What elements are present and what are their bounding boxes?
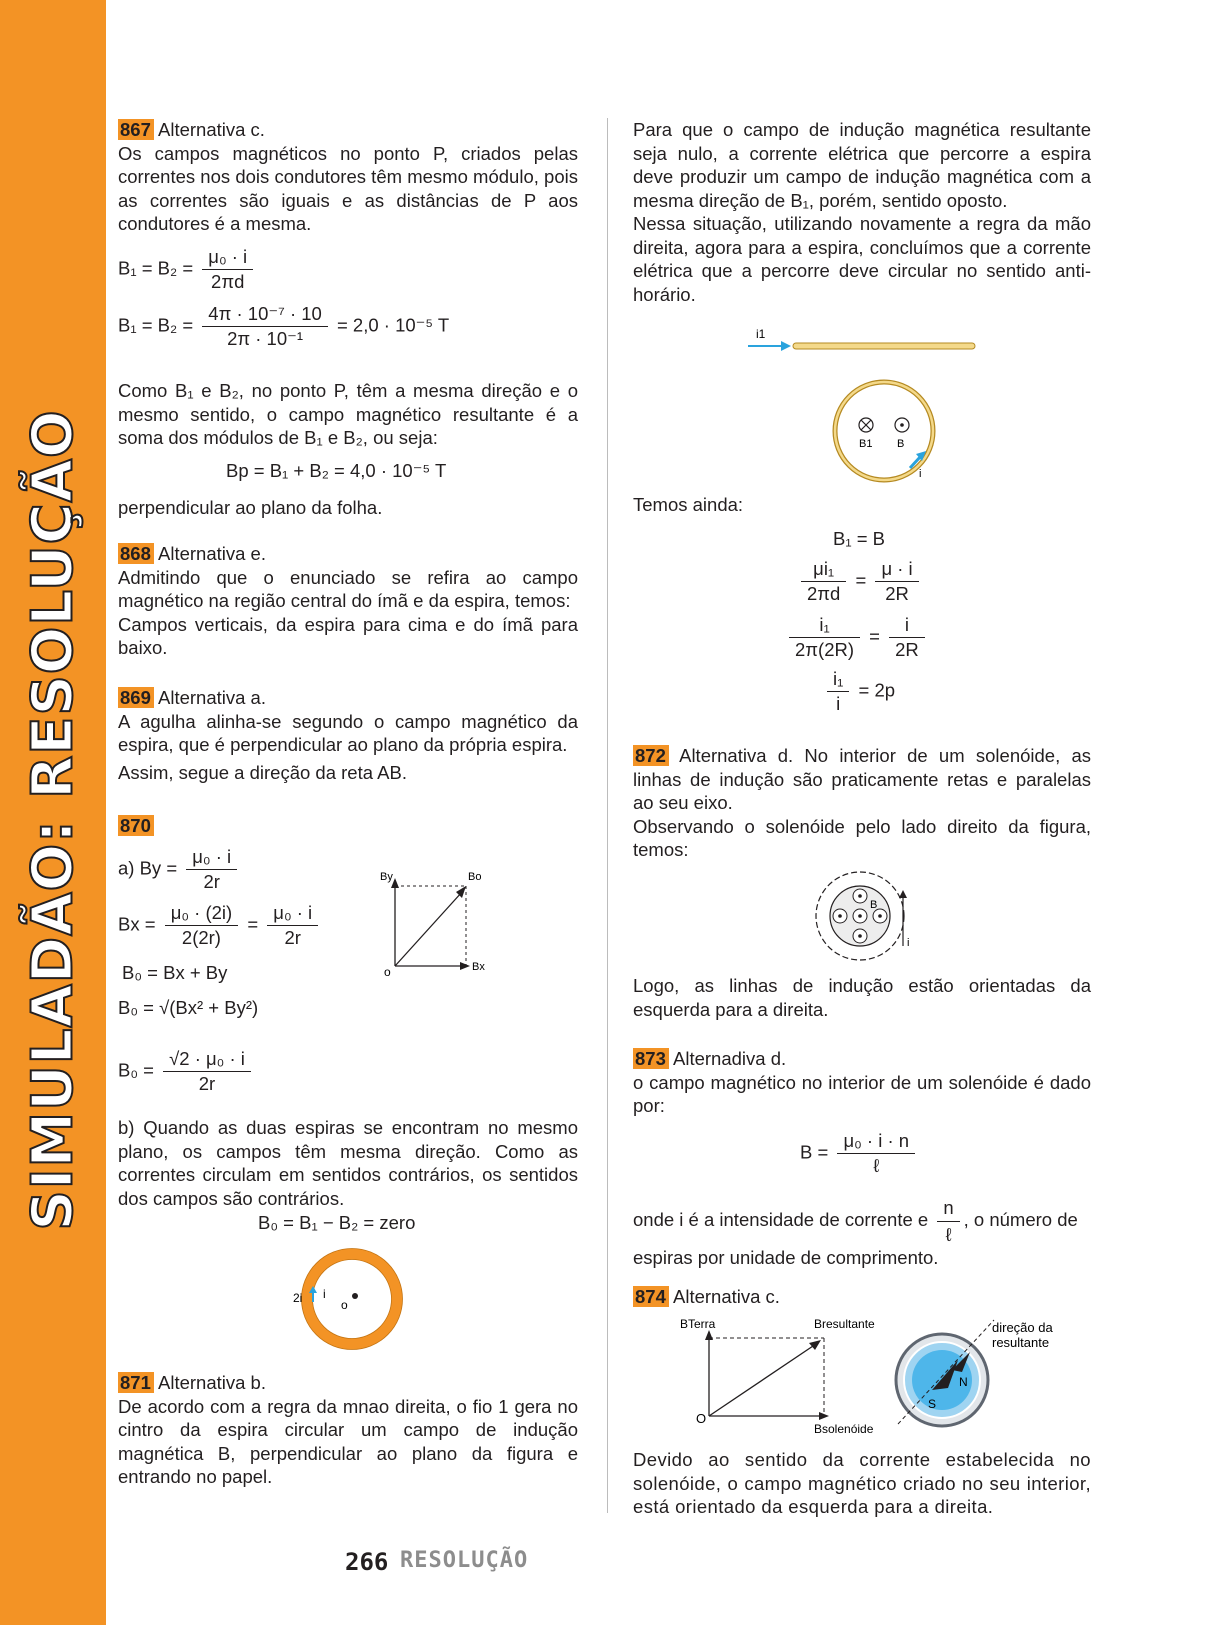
- solenoid-end-figure: [810, 866, 920, 976]
- wire-loop-figure: [745, 325, 985, 485]
- q873-answer: Alternadiva d.: [673, 1048, 787, 1069]
- column-divider: [607, 118, 608, 1513]
- q871-number: 871: [118, 1372, 154, 1393]
- rt-eq4: $\frac{\text{i₁}}{i}$ = 2p: [823, 668, 895, 715]
- q873-eq: B = $\frac{\text{μ₀ · i · n}}{\text{ℓ}}$: [800, 1130, 919, 1177]
- right-top-text: Para que o campo de indução magnética resultante seja nulo, a corrente elétrica que percorre a espira deve produzir um campo de indução magnética com a mesma direção de B₁, porém, sentido oposto.: [633, 119, 1091, 211]
- q867-eq2: B₁ = B₂ = $\frac{\text{4π · 10⁻⁷ · 10}}{\text{2π · 10⁻¹}}$ = 2,0 · 10⁻⁵ T: [118, 303, 450, 349]
- q870-number: 870: [118, 815, 154, 836]
- ring-label-o: o: [341, 1298, 348, 1312]
- solenoid-label-i: i: [907, 937, 910, 949]
- compass-s: S: [928, 1397, 937, 1411]
- temos-ainda: Temos ainda:: [633, 494, 744, 515]
- q874-answer: Alternativa c.: [673, 1286, 780, 1307]
- solenoid-label-b: B: [870, 899, 878, 911]
- q867-eq1: B₁ = B₂ = $\frac{\text{μ₀ · i}}{2\pi d}$: [118, 246, 257, 293]
- label-bx: Bx: [472, 961, 485, 973]
- side-banner-title: SIMULADÃO: RESOLUÇÃO: [20, 409, 86, 1231]
- q872-number: 872: [633, 745, 669, 766]
- q870-eq-b0: B₀ = $\frac{\text{√2 · μ₀ · i}}{2r}$: [118, 1048, 255, 1095]
- q867-eq3: Bp = B₁ + B₂ = 4,0 · 10⁻⁵ T: [226, 460, 447, 481]
- ring-label-2i: 2i: [293, 1291, 303, 1305]
- rt-eq2: $\frac{\text{μi₁}}{2\pi d}$ = $\frac{\mu \cdot i}{2R}$: [797, 558, 923, 605]
- fig-label-o: O: [696, 1411, 707, 1426]
- q871-text: De acordo com a regra da mnao direita, o fio 1 gera no cintro da espira circular um campo de indução magnética B, perpendicular ao plano da figura e entrando no papel.: [118, 1395, 578, 1487]
- q870-eq-bx: Bx = $\frac{\text{μ₀ · (2i)}}{2(2r)}$ = $\frac{\text{μ₀ · i}}{2r}$: [118, 902, 322, 949]
- rt-eq1: B₁ = B: [833, 528, 886, 549]
- q870-ring-figure: [285, 1246, 415, 1356]
- q867-text3: perpendicular ao plano da folha.: [118, 497, 383, 518]
- fig-label-i1: i1: [756, 327, 766, 341]
- q868-text: Admitindo que o enunciado se refira ao campo magnético na região central do ímã e da espira, temos:: [118, 566, 578, 611]
- q868-block: [118, 542, 578, 660]
- q870-b-eq: B₀ = B₁ − B₂ = zero: [258, 1212, 416, 1233]
- q867-number: 867: [118, 119, 154, 140]
- label-o: o: [384, 965, 391, 978]
- label-bo: Bo: [468, 871, 482, 883]
- q872-block: [633, 744, 1091, 862]
- q872-text2: Observando o solenóide pelo lado direito da figura, temos:: [633, 815, 1091, 860]
- label-by: By: [380, 871, 393, 883]
- q867-text2: Como B₁ e B₂, no ponto P, têm a mesma direção e o mesmo sentido, o campo magnético resultante é a soma dos módulos de B₁ e B₂, ou seja:: [118, 380, 578, 448]
- q869-number: 869: [118, 687, 154, 708]
- q868-text2: Campos verticais, da espira para cima e do ímã para baixo.: [118, 613, 578, 658]
- q873-block: [633, 1047, 1091, 1118]
- q874-heading: [633, 1285, 780, 1309]
- q868-answer: Alternativa e.: [158, 543, 266, 564]
- q870-eq-b0-mod: B₀ = √(Bx² + By²): [118, 997, 259, 1018]
- q874-figure: [676, 1316, 1096, 1436]
- q871-block: [118, 1371, 578, 1489]
- q868-number: 868: [118, 543, 154, 564]
- compass-n: N: [959, 1375, 968, 1389]
- q869-answer: Alternativa a.: [158, 687, 266, 708]
- right-top-text2: Nessa situação, utilizando novamente a regra da mão direita, agora para a espira, concluímos que a corrente elétrica que a percorre deve circular no sentido anti-horário.: [633, 213, 1091, 305]
- side-banner: [0, 0, 106, 1625]
- q867-answer: Alternativa c.: [158, 119, 265, 140]
- q870-b-text: b) Quando as duas espiras se encontram no mesmo plano, os campos têm mesma direção. Como as correntes circulam em sentidos contrários, os sentidos dos campos são contrários.: [118, 1117, 578, 1209]
- q870-vector-diagram: [380, 868, 500, 978]
- q870-eq-by: a) By = $\frac{\text{μ₀ · i}}{2r}$: [118, 846, 241, 893]
- q872-text: Alternativa d. No interior de um solenóide, as linhas de indução são praticamente retas e paralelas ao seu eixo.: [633, 745, 1092, 813]
- fig-label-dir: direção da: [992, 1320, 1053, 1335]
- footer-label: RESOLUÇÃO: [400, 1548, 529, 1573]
- q869-block: [118, 686, 578, 784]
- q873-text2: onde i é a intensidade de corrente e $\frac{n}{\text{ℓ}}$ , o número de espiras por unidade de comprimento.: [633, 1197, 1078, 1268]
- q867-block: [118, 118, 578, 236]
- q873-number: 873: [633, 1048, 669, 1069]
- fig-label-bsol: Bsolenóide: [814, 1422, 874, 1436]
- fig-label-bterra: BTerra: [680, 1317, 716, 1331]
- q874-number: 874: [633, 1286, 669, 1307]
- fig-label-bres: Bresultante: [814, 1317, 875, 1331]
- q872-text3: Logo, as linhas de indução estão orientadas da esquerda para a direita.: [633, 975, 1091, 1020]
- q874-text: Devido ao sentido da corrente estabelecida no solenóide, o campo magnético criado no seu interior, está orientado da esquerda para a direita.: [633, 1449, 1091, 1517]
- q867-text: Os campos magnéticos no ponto P, criados pelas correntes nos dois condutores têm mesmo módulo, pois as correntes são iguais e as distâncias de P aos condutores é a mesma.: [118, 142, 578, 234]
- q869-text: A agulha alinha-se segundo o campo magnético da espira, que é perpendicular ao plano da própria espira.: [118, 710, 578, 755]
- q870-eq-b0-vec: B₀ = Bx + By: [122, 962, 228, 983]
- page-number: 266: [345, 1548, 389, 1576]
- q873-text: o campo magnético no interior de um solenóide é dado por:: [633, 1071, 1091, 1116]
- fig-label-i: i: [919, 468, 922, 480]
- fig-label-b: B: [897, 438, 905, 450]
- fig-label-dir2: resultante: [992, 1335, 1050, 1350]
- right-top-block: [633, 118, 1091, 306]
- q869-text2: Assim, segue a direção da reta AB.: [118, 761, 407, 783]
- q871-answer: Alternativa b.: [158, 1372, 266, 1393]
- ring-label-i: i: [323, 1287, 326, 1301]
- rt-eq3: $\frac{\text{i₁}}{2\pi(2R)}$ = $\frac{i}{2R}$: [785, 614, 929, 661]
- fig-label-b1: B1: [859, 438, 873, 450]
